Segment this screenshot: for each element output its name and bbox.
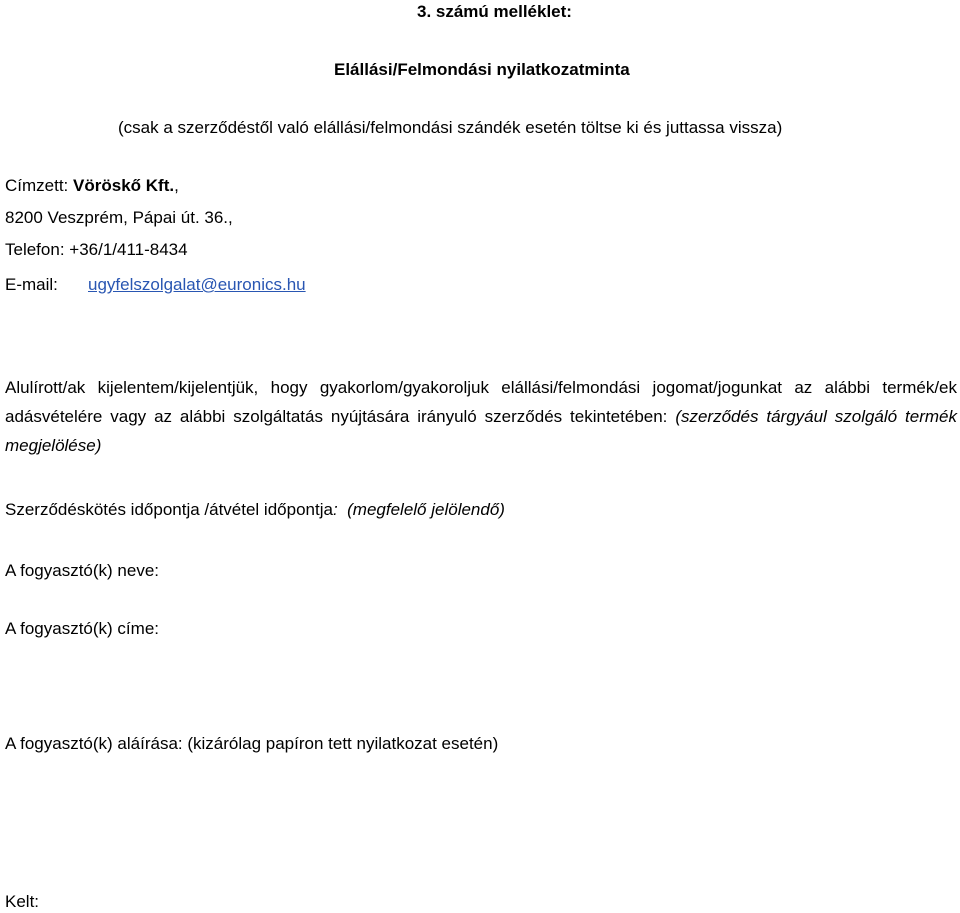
phone-number: +36/1/411-8434 [69,240,188,259]
email-label: E-mail: [5,275,58,294]
document-subtitle: (csak a szerződéstől való elállási/felmondási szándék esetén töltse ki és juttassa vissza) [118,118,783,137]
consumer-address-field: A fogyasztó(k) címe: [5,619,159,638]
phone-line [5,240,188,260]
email-link[interactable]: ugyfelszolgalat@euronics.hu [88,275,306,294]
phone-label: Telefon: [5,240,70,259]
contract-date-label: Szerződéskötés időpontja /átvétel időpontja [5,500,333,519]
contract-date-colon: : [332,500,338,519]
declaration-text: Alulírott/ak kijelentem/kijelentjük, hogy gyakorlom/gyakoroljuk elállási/felmondási jogomat/jogunkat az alábbi termék/ek adásvételére vagy az alábbi szolgáltatás nyújtására irányuló szerződés tekintetében: [5,378,957,426]
email-line [5,275,306,295]
consumer-name-field: A fogyasztó(k) neve: [5,561,160,580]
recipient-company-suffix: , [174,176,179,195]
recipient-address: 8200 Veszprém, Pápai út. 36., [5,208,233,227]
document-title: Elállási/Felmondási nyilatkozatminta [334,60,630,79]
recipient-company: Vöröskő Kft. [73,176,175,195]
recipient-line [5,176,179,196]
annex-title: 3. számú melléklet: [417,2,572,21]
contract-date-note: (megfelelő jelölendő) [347,500,505,519]
date-field: Kelt: [5,892,40,911]
contract-date-field [5,500,505,520]
declaration-paragraph [5,373,957,460]
consumer-signature-field: A fogyasztó(k) aláírása: (kizárólag papíron tett nyilatkozat esetén) [5,734,499,753]
declaration-italic-note: (szerződés tárgyául szolgáló termék megjelölése) [5,407,957,455]
recipient-label: Címzett: [5,176,74,195]
